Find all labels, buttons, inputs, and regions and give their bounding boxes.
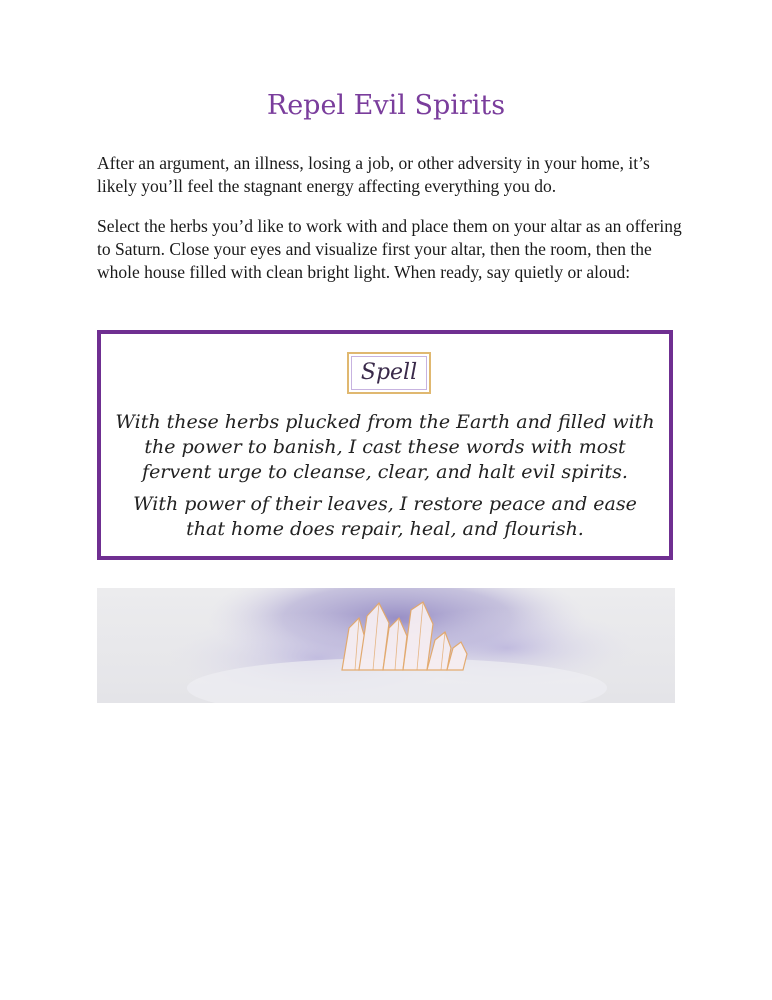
spell-verse: With power of their leaves, I restore peace and ease that home does repair, heal, and flourish. [133, 493, 637, 540]
crystal-banner-image [97, 588, 675, 703]
instructions-paragraph: Select the herbs you’d like to work with and place them on your altar as an offering to Saturn. Close your eyes and visualize first your altar, then the room, then the whole house filled with clean bright light. When ready, say quietly or aloud: [97, 216, 682, 282]
intro-paragraph: After an argument, an illness, losing a job, or other adversity in your home, it’s likely you’ll feel the stagnant energy affecting everything you do. [97, 153, 650, 196]
spell-box [97, 330, 673, 560]
spell-label: Spell [347, 352, 431, 394]
crystal-cluster-icon [97, 588, 675, 703]
page-title: Repel Evil Spirits [266, 90, 506, 121]
spell-verse: With these herbs plucked from the Earth and filled with the power to banish, I cast these words with most fervent urge to cleanse, clear, and halt evil spirits. [115, 411, 655, 483]
